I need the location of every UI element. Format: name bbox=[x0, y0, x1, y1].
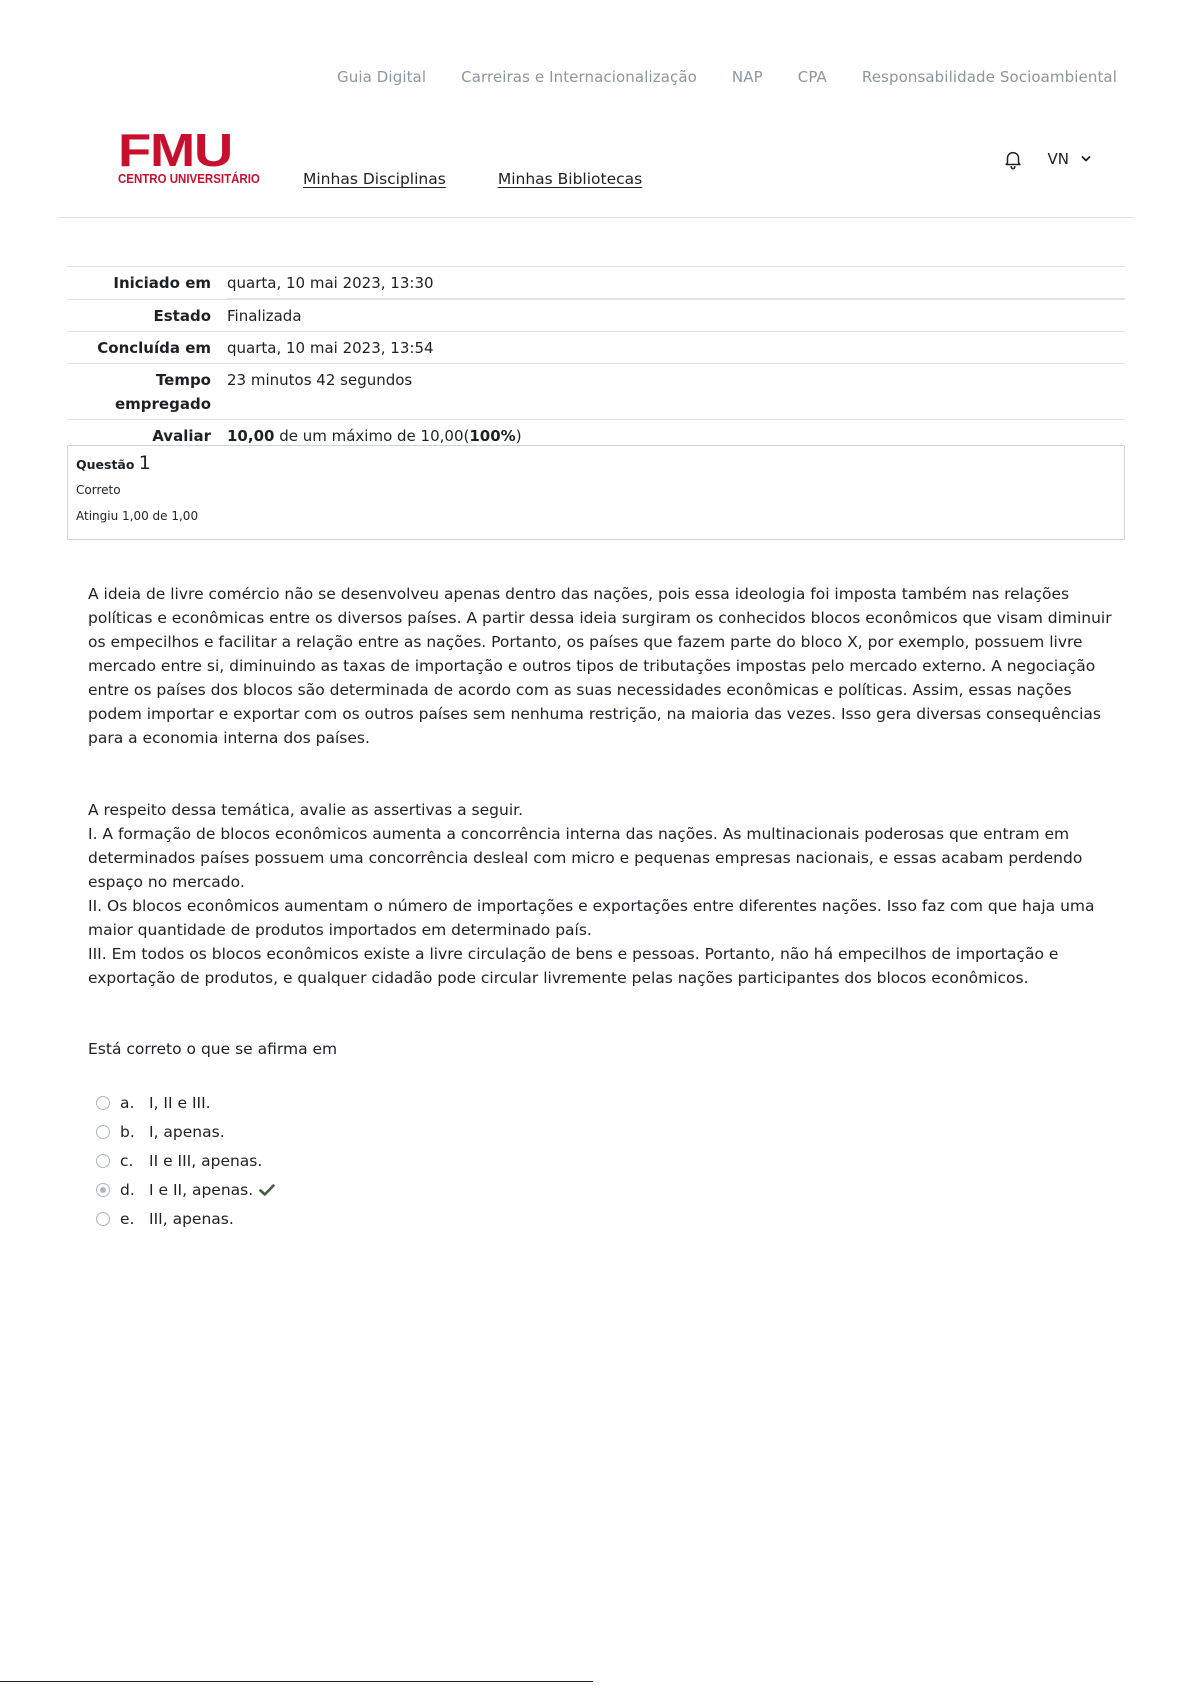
completed-value: quarta, 10 mai 2023, 13:54 bbox=[227, 332, 1125, 364]
summary-row-completed bbox=[67, 332, 1125, 364]
completed-label: Concluída em bbox=[67, 332, 227, 364]
summary-row-started bbox=[67, 267, 1125, 300]
radio-b[interactable] bbox=[96, 1125, 110, 1139]
grade-close: ) bbox=[515, 427, 522, 445]
top-link-guia-digital[interactable]: Guia Digital bbox=[337, 68, 427, 86]
top-link-cpa[interactable]: CPA bbox=[797, 68, 827, 86]
answer-option-d[interactable] bbox=[96, 1175, 275, 1204]
time-label: Tempo empregado bbox=[67, 364, 227, 420]
assertive-3: III. Em todos os blocos econômicos existe a livre circulação de bens e pessoas. Portanto, não há empecilhos de importação e exportação de produtos, e qualquer cidadão pode circular livremente pelas nações participantes dos blocos econômicos. bbox=[88, 945, 1059, 987]
question-status: Correto bbox=[76, 483, 121, 497]
question-text bbox=[88, 582, 1123, 1061]
answer-text: II e III, apenas. bbox=[149, 1151, 263, 1170]
top-link-nap[interactable]: NAP bbox=[731, 68, 763, 86]
question-num: 1 bbox=[138, 452, 151, 474]
grade-percent: 100% bbox=[469, 427, 516, 445]
assertive-1: I. A formação de blocos econômicos aumenta a concorrência interna das nações. As multinacionais poderosas que entram em determinados países possuem uma concorrência desleal com micro e pequenas empresas nacionais, e essas acabam perdendo espaço no mercado. bbox=[88, 825, 1083, 891]
question-label: Questão bbox=[76, 457, 139, 472]
top-link-carreiras[interactable]: Carreiras e Internacionalização bbox=[461, 68, 697, 86]
answer-letter: d. bbox=[120, 1180, 135, 1199]
main-nav bbox=[303, 170, 642, 188]
question-number bbox=[76, 452, 1116, 476]
state-label: Estado bbox=[67, 299, 227, 332]
radio-c[interactable] bbox=[96, 1154, 110, 1168]
answer-option-b[interactable] bbox=[96, 1117, 275, 1146]
logo-brand: FMU bbox=[118, 124, 233, 176]
radio-a[interactable] bbox=[96, 1096, 110, 1110]
radio-e[interactable] bbox=[96, 1212, 110, 1226]
question-intro: A ideia de livre comércio não se desenvolveu apenas dentro das nações, pois essa ideologia foi imposta também nas relações políticas e econômicas entre os diversos países. A partir dessa ideia surgiram os conhecidos blocos econômicos que visam diminuir os empecilhos e facilitar a relação entre as nações. Portanto, os países que fazem parte do bloco X, por exemplo, possuem livre mercado entre si, diminuindo as taxas de importação e outros tipos de tributações impostas pelo mercado externo. A negociação entre os países dos blocos são determinada de acordo com as suas necessidades econômicas e políticas. Assim, essas nações podem importar e exportar com os outros países sem nenhuma restrição, na maioria das vezes. Isso gera diversas consequências para a economia interna dos países. bbox=[88, 585, 1112, 747]
state-value: Finalizada bbox=[227, 299, 1125, 332]
radio-d[interactable] bbox=[96, 1183, 110, 1197]
answer-option-c[interactable] bbox=[96, 1146, 275, 1175]
started-value: quarta, 10 mai 2023, 13:30 bbox=[227, 267, 1125, 300]
answer-text: I e II, apenas. bbox=[149, 1180, 254, 1199]
answer-option-e[interactable] bbox=[96, 1204, 275, 1233]
page-footer-line bbox=[0, 1681, 593, 1682]
bell-icon[interactable] bbox=[1002, 148, 1024, 170]
user-nav bbox=[1002, 148, 1091, 170]
nav-minhas-disciplinas[interactable]: Minhas Disciplinas bbox=[303, 170, 446, 188]
grade-label: Avaliar bbox=[67, 420, 227, 452]
question-final: Está correto o que se afirma em bbox=[88, 1040, 338, 1058]
started-label: Iniciado em bbox=[67, 267, 227, 300]
question-prompt: A respeito dessa temática, avalie as assertivas a seguir. bbox=[88, 801, 524, 819]
answer-text: I, II e III. bbox=[149, 1093, 211, 1112]
answer-text: I, apenas. bbox=[149, 1122, 225, 1141]
logo-subtitle: CENTRO UNIVERSITÁRIO bbox=[118, 172, 260, 186]
answer-option-a[interactable] bbox=[96, 1088, 275, 1117]
answer-letter: a. bbox=[120, 1093, 135, 1112]
header-divider bbox=[58, 217, 1134, 218]
question-mark: Atingiu 1,00 de 1,00 bbox=[76, 509, 199, 523]
check-icon bbox=[259, 1183, 275, 1197]
answer-options bbox=[96, 1088, 275, 1233]
grade-max: de um máximo de 10,00( bbox=[274, 427, 470, 445]
attempt-summary bbox=[67, 266, 1125, 451]
user-initials: VN bbox=[1047, 150, 1069, 168]
answer-letter: c. bbox=[120, 1151, 134, 1170]
top-links bbox=[337, 68, 1117, 86]
question-info-box bbox=[67, 445, 1125, 540]
summary-row-time bbox=[67, 364, 1125, 420]
nav-minhas-bibliotecas[interactable]: Minhas Bibliotecas bbox=[497, 170, 643, 188]
grade-score: 10,00 bbox=[227, 427, 275, 445]
answer-letter: e. bbox=[120, 1209, 135, 1228]
assertive-2: II. Os blocos econômicos aumentam o número de importações e exportações entre diferentes nações. Isso faz com que haja uma maior quantidade de produtos importados em determinado país. bbox=[88, 897, 1095, 939]
answer-letter: b. bbox=[120, 1122, 135, 1141]
answer-text: III, apenas. bbox=[149, 1209, 234, 1228]
top-link-responsabilidade[interactable]: Responsabilidade Socioambiental bbox=[861, 68, 1117, 86]
user-menu[interactable] bbox=[1048, 150, 1091, 168]
summary-row-state bbox=[67, 299, 1125, 332]
time-value: 23 minutos 42 segundos bbox=[227, 364, 1125, 420]
fmu-logo[interactable] bbox=[118, 124, 260, 186]
chevron-down-icon bbox=[1081, 155, 1091, 163]
